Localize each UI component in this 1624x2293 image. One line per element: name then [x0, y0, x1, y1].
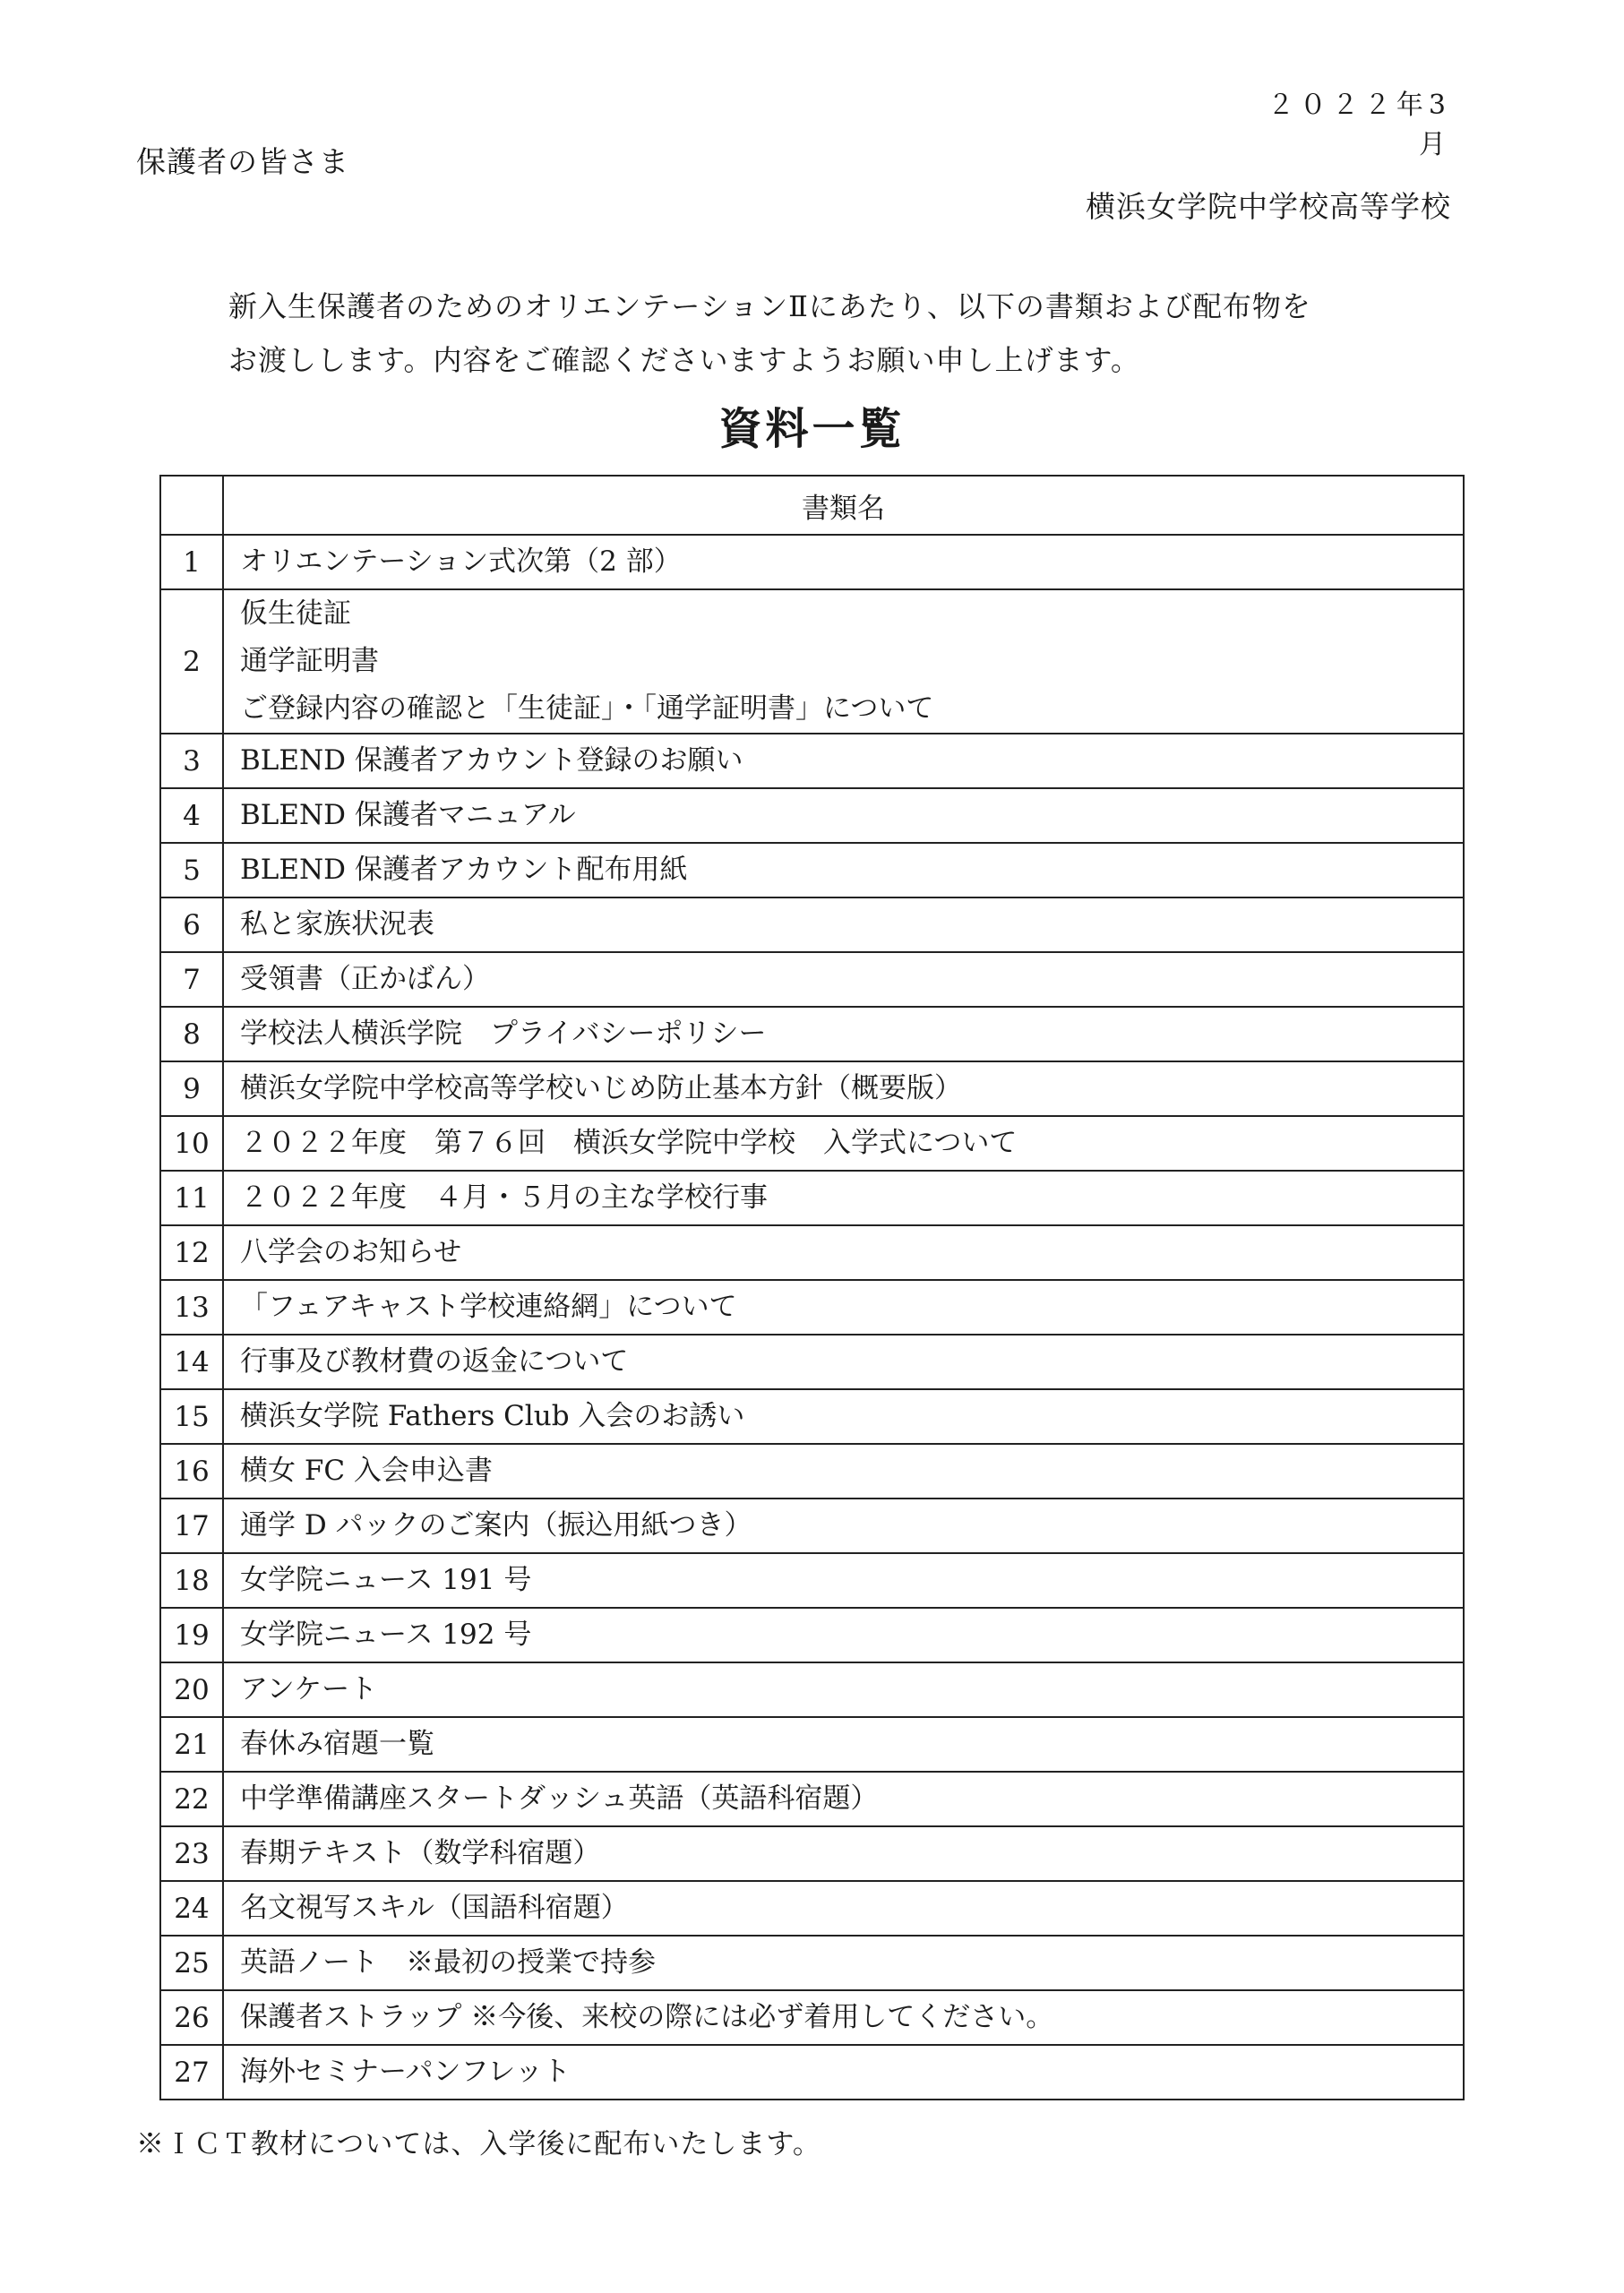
document-name: 横浜女学院 Fathers Club 入会のお誘い: [240, 1400, 745, 1432]
table-row: [160, 897, 1464, 952]
table-row: [160, 952, 1464, 1007]
recipient-line: 保護者の皆さま: [136, 144, 349, 179]
table-row: [160, 843, 1464, 897]
table-row: [160, 1007, 1464, 1061]
row-number: 4: [160, 788, 223, 843]
document-name-cell: [223, 1499, 1464, 1553]
intro-line-1: 新入生保護者のためのオリエンテーションⅡにあたり、以下の書類および配布物を: [228, 289, 1311, 323]
row-number: 13: [160, 1280, 223, 1335]
document-name-cell: [223, 1335, 1464, 1389]
document-name: 仮生徒証: [240, 597, 351, 630]
document-name: ２０２２年度 ４月・５月の主な学校行事: [240, 1181, 768, 1214]
document-name-cell: [223, 1717, 1464, 1772]
document-name: 海外セミナーパンフレット: [240, 2056, 571, 2088]
document-name-cell: [223, 1280, 1464, 1335]
row-number: 23: [160, 1826, 223, 1881]
table-row: [160, 1116, 1464, 1171]
document-name-cell: [223, 1171, 1464, 1225]
row-number: 22: [160, 1772, 223, 1826]
document-name: 春休み宿題一覧: [240, 1728, 434, 1760]
document-name: 英語ノート ※最初の授業で持参: [240, 1946, 657, 1979]
document-name-cell: [223, 734, 1464, 788]
document-name: 横浜女学院中学校高等学校いじめ防止基本方針（概要版）: [240, 1072, 962, 1104]
document-name: 行事及び教材費の返金について: [240, 1345, 629, 1378]
row-number: 12: [160, 1225, 223, 1280]
row-number: 21: [160, 1717, 223, 1772]
document-name: 通学証明書: [240, 645, 379, 677]
document-name: BLEND 保護者アカウント登録のお願い: [240, 744, 743, 777]
row-number: 26: [160, 1990, 223, 2045]
table-row: [160, 1280, 1464, 1335]
table-header-row: [160, 476, 1464, 535]
document-name-cell: [223, 1389, 1464, 1444]
row-number: 27: [160, 2045, 223, 2100]
row-number: 10: [160, 1116, 223, 1171]
table-row: [160, 1936, 1464, 1990]
table-row: [160, 1171, 1464, 1225]
table-row: [160, 788, 1464, 843]
intro-paragraph: [228, 279, 1420, 387]
table-row: [160, 734, 1464, 788]
document-name-cell: [223, 2045, 1464, 2100]
row-number: 25: [160, 1936, 223, 1990]
table-row: [160, 1225, 1464, 1280]
document-name-cell: [223, 1007, 1464, 1061]
document-name-cell: [223, 1662, 1464, 1717]
table-row: [160, 1826, 1464, 1881]
document-name-cell: [223, 843, 1464, 897]
table-row: [160, 1389, 1464, 1444]
table-row: [160, 2045, 1464, 2100]
row-number: 18: [160, 1553, 223, 1608]
document-name: 春期テキスト（数学科宿題）: [240, 1837, 601, 1869]
document-name-cell: [223, 1553, 1464, 1608]
document-name: BLEND 保護者アカウント配布用紙: [240, 854, 688, 886]
row-number: 19: [160, 1608, 223, 1662]
document-name-cell: [223, 1116, 1464, 1171]
document-name-column-header: 書類名: [223, 476, 1464, 535]
document-name-cell: [223, 1608, 1464, 1662]
intro-line-2: お渡しします。内容をご確認くださいますようお願い申し上げます。: [228, 343, 1140, 377]
document-name-cell: [223, 1990, 1464, 2045]
document-name-cell: [223, 897, 1464, 952]
document-date: ２０２２年3月: [1267, 90, 1451, 160]
table-row: [160, 535, 1464, 589]
document-name-cell: [223, 1826, 1464, 1881]
row-number: 11: [160, 1171, 223, 1225]
table-row: [160, 1772, 1464, 1826]
row-number: 2: [160, 589, 223, 734]
row-number: 5: [160, 843, 223, 897]
table-row: [160, 1061, 1464, 1116]
table-row: [160, 1717, 1464, 1772]
document-list-table: [159, 475, 1465, 2100]
footnote: ※ＩＣＴ教材については、入学後に配布いたします。: [136, 2128, 821, 2160]
document-name: 「フェアキャスト学校連絡網」について: [240, 1291, 737, 1323]
table-row: [160, 1990, 1464, 2045]
table-row: [160, 1499, 1464, 1553]
row-number: 14: [160, 1335, 223, 1389]
document-name: 保護者ストラップ ※今後、来校の際には必ず着用してください。: [240, 2001, 1054, 2033]
row-number: 24: [160, 1881, 223, 1936]
row-number: 15: [160, 1389, 223, 1444]
document-name: 学校法人横浜学院 プライバシーポリシー: [240, 1018, 767, 1050]
table-row: [160, 1608, 1464, 1662]
table-row: [160, 1553, 1464, 1608]
sender-school-name: 横浜女学院中学校高等学校: [1086, 189, 1451, 224]
document-name-cell: [223, 1225, 1464, 1280]
row-number: 3: [160, 734, 223, 788]
document-name: オリエンテーション式次第（2 部）: [240, 545, 682, 578]
row-number: 6: [160, 897, 223, 952]
document-name-cell: [223, 1444, 1464, 1499]
document-name: 横女 FC 入会申込書: [240, 1455, 493, 1487]
row-number: 16: [160, 1444, 223, 1499]
number-column-header: [160, 476, 223, 535]
document-name: BLEND 保護者マニュアル: [240, 799, 576, 831]
document-name: 私と家族状況表: [240, 908, 434, 940]
document-name-cell: [223, 1772, 1464, 1826]
document-name-cell: [223, 952, 1464, 1007]
document-name: 通学 D パックのご案内（振込用紙つき）: [240, 1509, 752, 1542]
table-row: [160, 1662, 1464, 1717]
table-body: [160, 535, 1464, 2100]
document-title: 資料一覧: [718, 404, 906, 454]
document-name-cell: [223, 1881, 1464, 1936]
document-name: ご登録内容の確認と「生徒証」・「通学証明書」について: [240, 692, 934, 725]
table-row: [160, 589, 1464, 734]
row-number: 1: [160, 535, 223, 589]
row-number: 9: [160, 1061, 223, 1116]
row-number: 8: [160, 1007, 223, 1061]
table-row: [160, 1881, 1464, 1936]
document-name: ２０２２年度 第７６回 横浜女学院中学校 入学式について: [240, 1127, 1018, 1159]
document-name: 女学院ニュース 191 号: [240, 1564, 532, 1596]
document-name-cell: [223, 1936, 1464, 1990]
row-number: 17: [160, 1499, 223, 1553]
document-name: 女学院ニュース 192 号: [240, 1619, 532, 1651]
document-name: 受領書（正かばん）: [240, 963, 490, 995]
document-name-cell: [223, 1061, 1464, 1116]
document-name-cell: [223, 535, 1464, 589]
document-name-cell: [223, 788, 1464, 843]
row-number: 20: [160, 1662, 223, 1717]
document-name-cell: [223, 589, 1464, 734]
table-row: [160, 1444, 1464, 1499]
row-number: 7: [160, 952, 223, 1007]
document-name: 八学会のお知らせ: [240, 1236, 462, 1268]
document-name: アンケート: [240, 1673, 378, 1705]
table-row: [160, 1335, 1464, 1389]
document-name: 中学準備講座スタートダッシュ英語（英語科宿題）: [240, 1782, 879, 1815]
document-name: 名文視写スキル（国語科宿題）: [240, 1892, 629, 1924]
